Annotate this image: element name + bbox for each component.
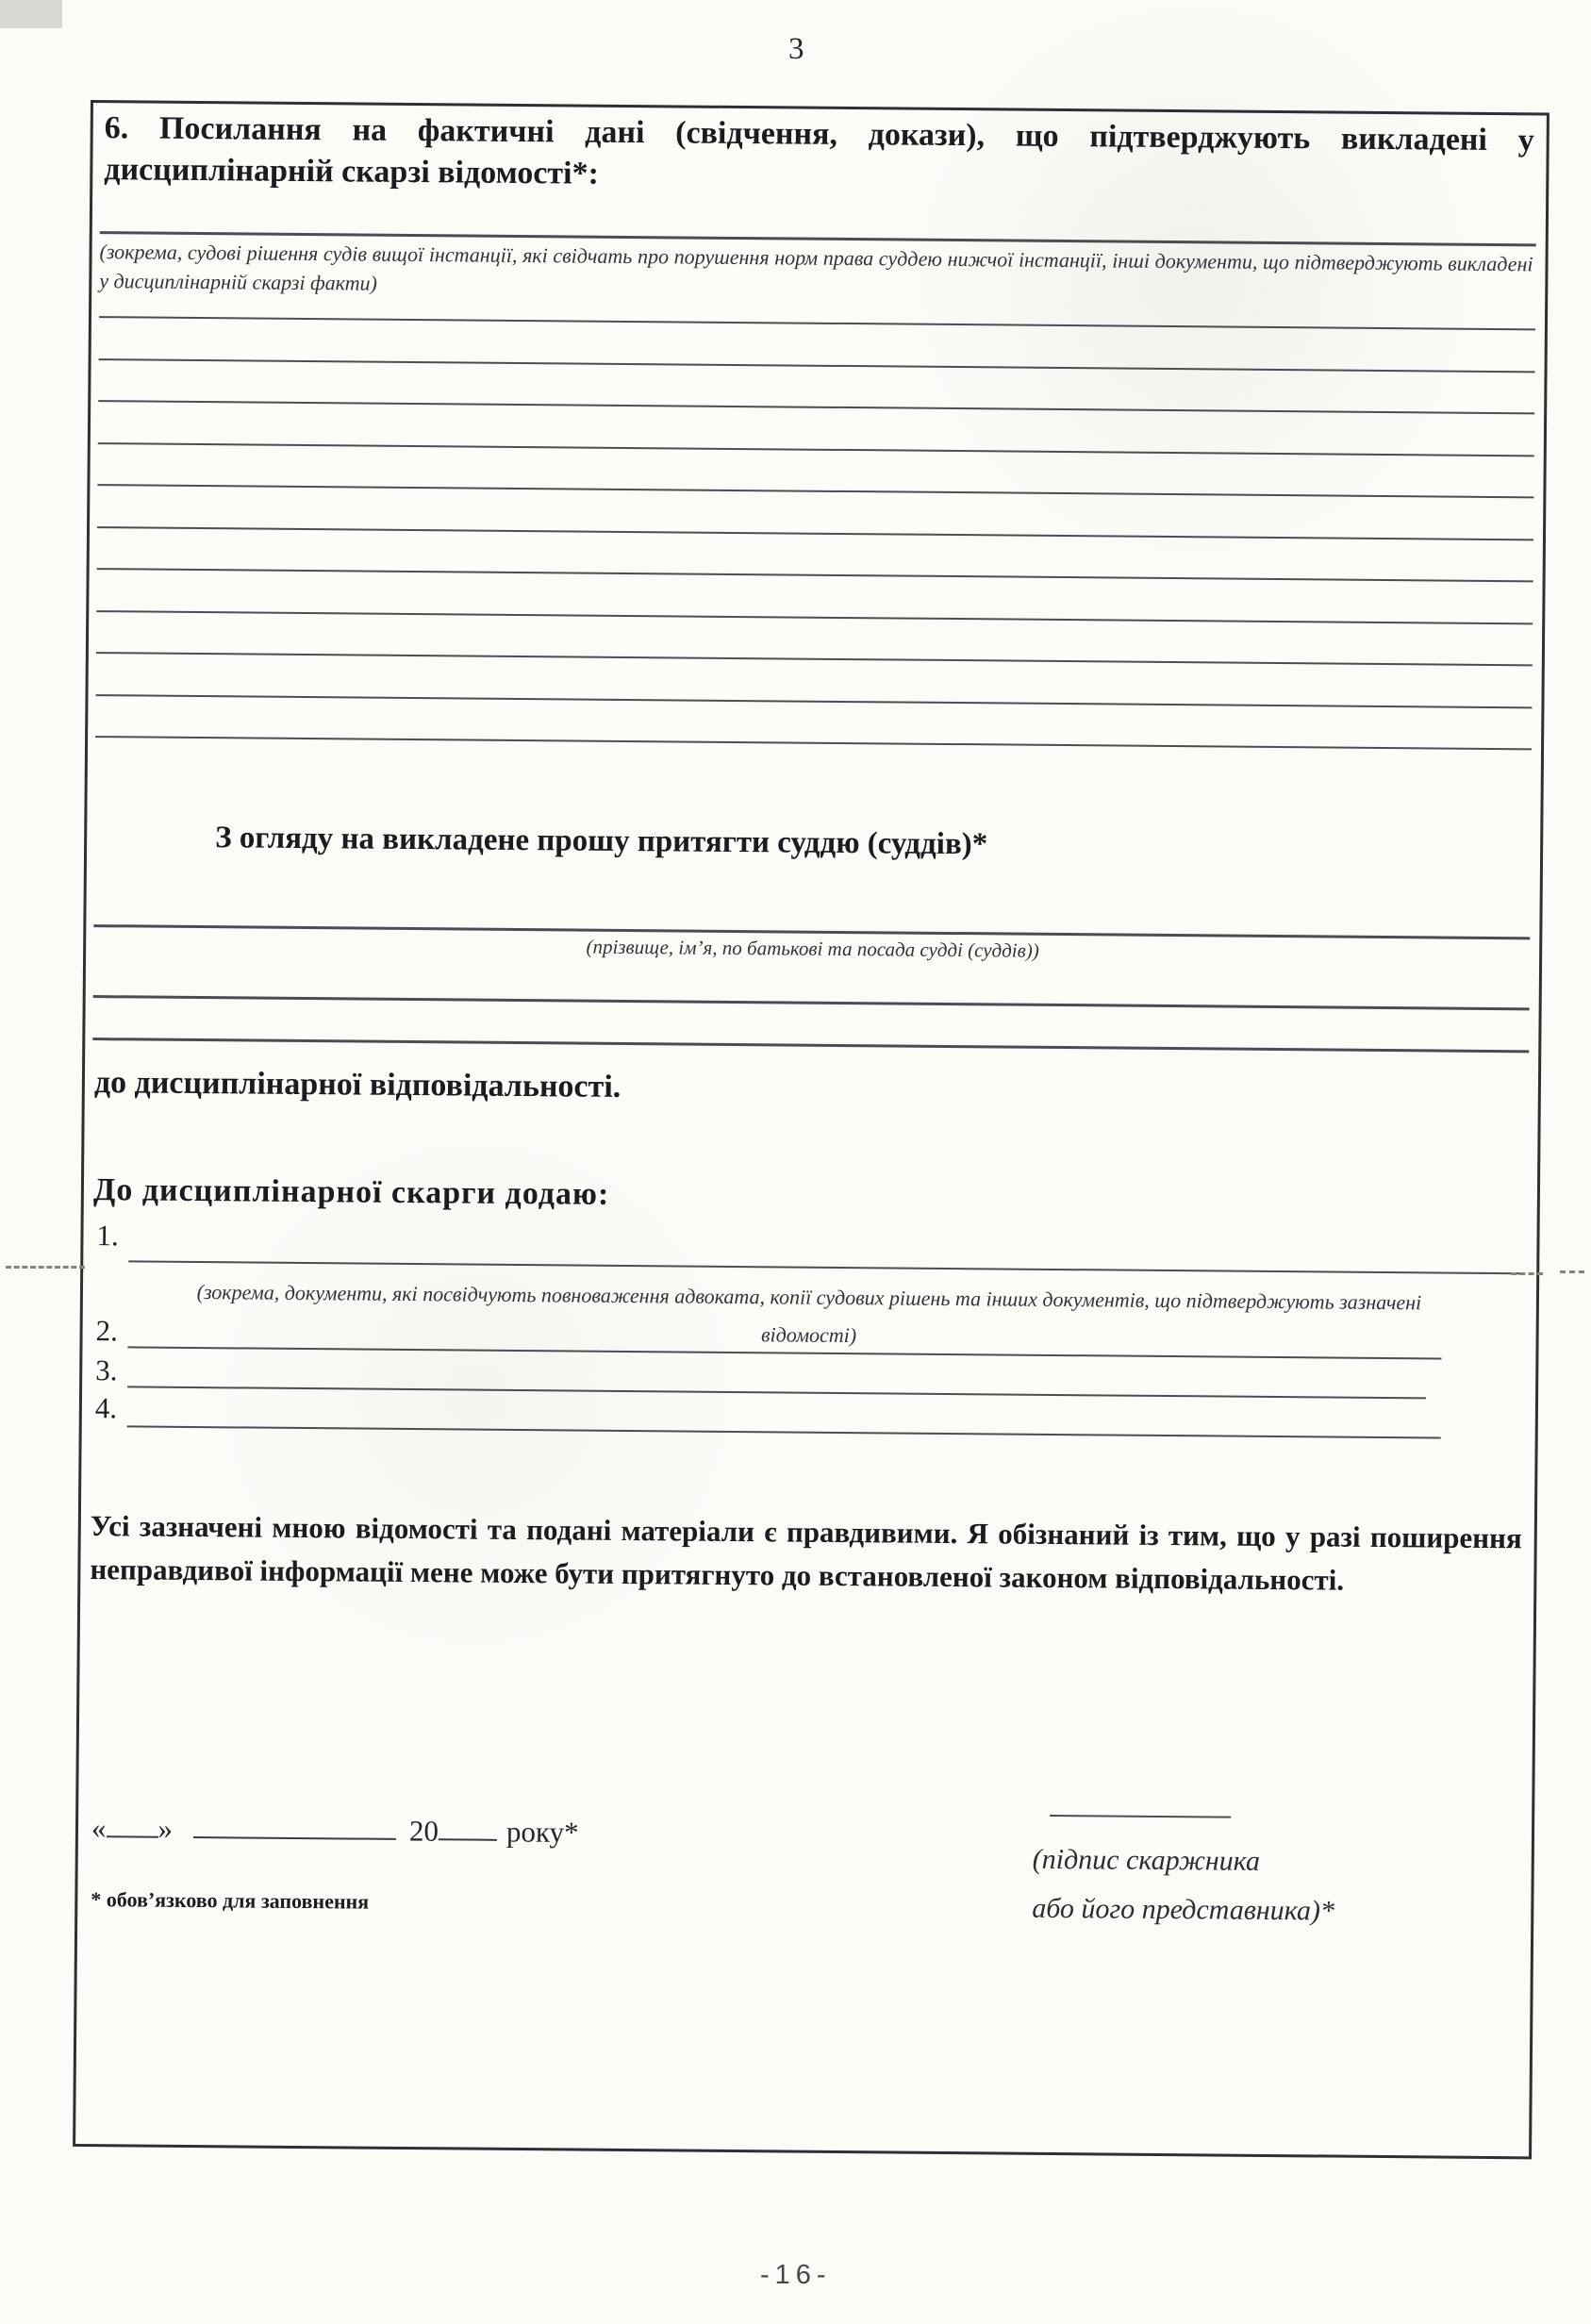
- request-tail: до дисциплінарної відповідальності.: [93, 1065, 621, 1104]
- date-century: 20: [408, 1814, 439, 1848]
- ruled-line: [99, 316, 1535, 330]
- date-quote-open: «: [91, 1811, 107, 1845]
- attachment-number-4: 4.: [94, 1391, 118, 1425]
- attachment-number-3: 3.: [95, 1353, 118, 1387]
- date-quote-close: »: [157, 1812, 174, 1846]
- attachments-heading: До дисциплінарної скарги додаю:: [92, 1172, 610, 1212]
- date-line: [91, 1808, 579, 1850]
- date-day-blank: [106, 1808, 157, 1838]
- attachments-hint-line1: (зокрема, документи, які посвідчують повноваження адвоката, копії судових рішень та інших документів, що підтверджують зазначені: [196, 1280, 1422, 1315]
- declaration-paragraph: Усі зазначені мною відомості та подані матеріали є правдивими. Я обізнаний із тим, що у разі поширення неправдивої інформації мене може бути притягнуто до встановленої законом відповідальності.: [90, 1509, 1522, 1597]
- signature-hint: [1032, 1835, 1467, 1937]
- attachments-hint-line2: відомості): [760, 1322, 857, 1348]
- date-year-blank: [439, 1811, 497, 1841]
- attachment-number-1: 1.: [96, 1219, 119, 1253]
- attachments-hint: [120, 1272, 1498, 1360]
- form-box: [73, 100, 1550, 2159]
- scan-fold-dash-left: [6, 1266, 85, 1269]
- ruled-line: [96, 652, 1533, 666]
- ruled-line: [97, 526, 1533, 540]
- judge-name-hint: (прізвище, ім’я, по батькові та посада судді (суддів)): [586, 935, 1039, 962]
- ruled-line: [97, 484, 1533, 498]
- page-number-top: 3: [788, 32, 804, 66]
- signature-hint-line2: або його представника)*: [1032, 1892, 1335, 1927]
- section6-heading: 6. Посилання на фактичні дані (свідчення, докази), що підтверджують викладені у дисциплінарній скарзі відомості*:: [104, 110, 1534, 191]
- ruled-line: [99, 358, 1535, 373]
- footnote-required: * обов’язково для заповнення: [91, 1887, 370, 1914]
- section6-hint: (зокрема, судові рішення судів вищої інстанції, які свідчать про порушення норм права суддею нижчої інстанції, інші документи, що підтверджують викладені у дисциплінарній скарзі факти): [99, 240, 1533, 295]
- scan-smudge: [0, 0, 62, 28]
- scan-fold-dash-right: [1511, 1272, 1543, 1275]
- ruled-line: [97, 568, 1533, 582]
- request-lead: З огляду на викладене прошу притягти суддю (суддів)*: [215, 821, 988, 862]
- ruled-line: [95, 736, 1532, 750]
- ruled-line: [96, 610, 1533, 624]
- ruled-line: [98, 400, 1534, 414]
- date-year-label: року*: [505, 1815, 579, 1850]
- page-number-bottom: -16-: [760, 2260, 832, 2290]
- ruled-line: [98, 442, 1534, 456]
- attachment-number-2: 2.: [95, 1314, 119, 1348]
- scan-fold-dash-edge: [1560, 1270, 1584, 1273]
- ruled-line: [95, 694, 1532, 708]
- signature-hint-line1: (підпис скаржника: [1032, 1843, 1261, 1877]
- date-month-blank: [193, 1809, 396, 1840]
